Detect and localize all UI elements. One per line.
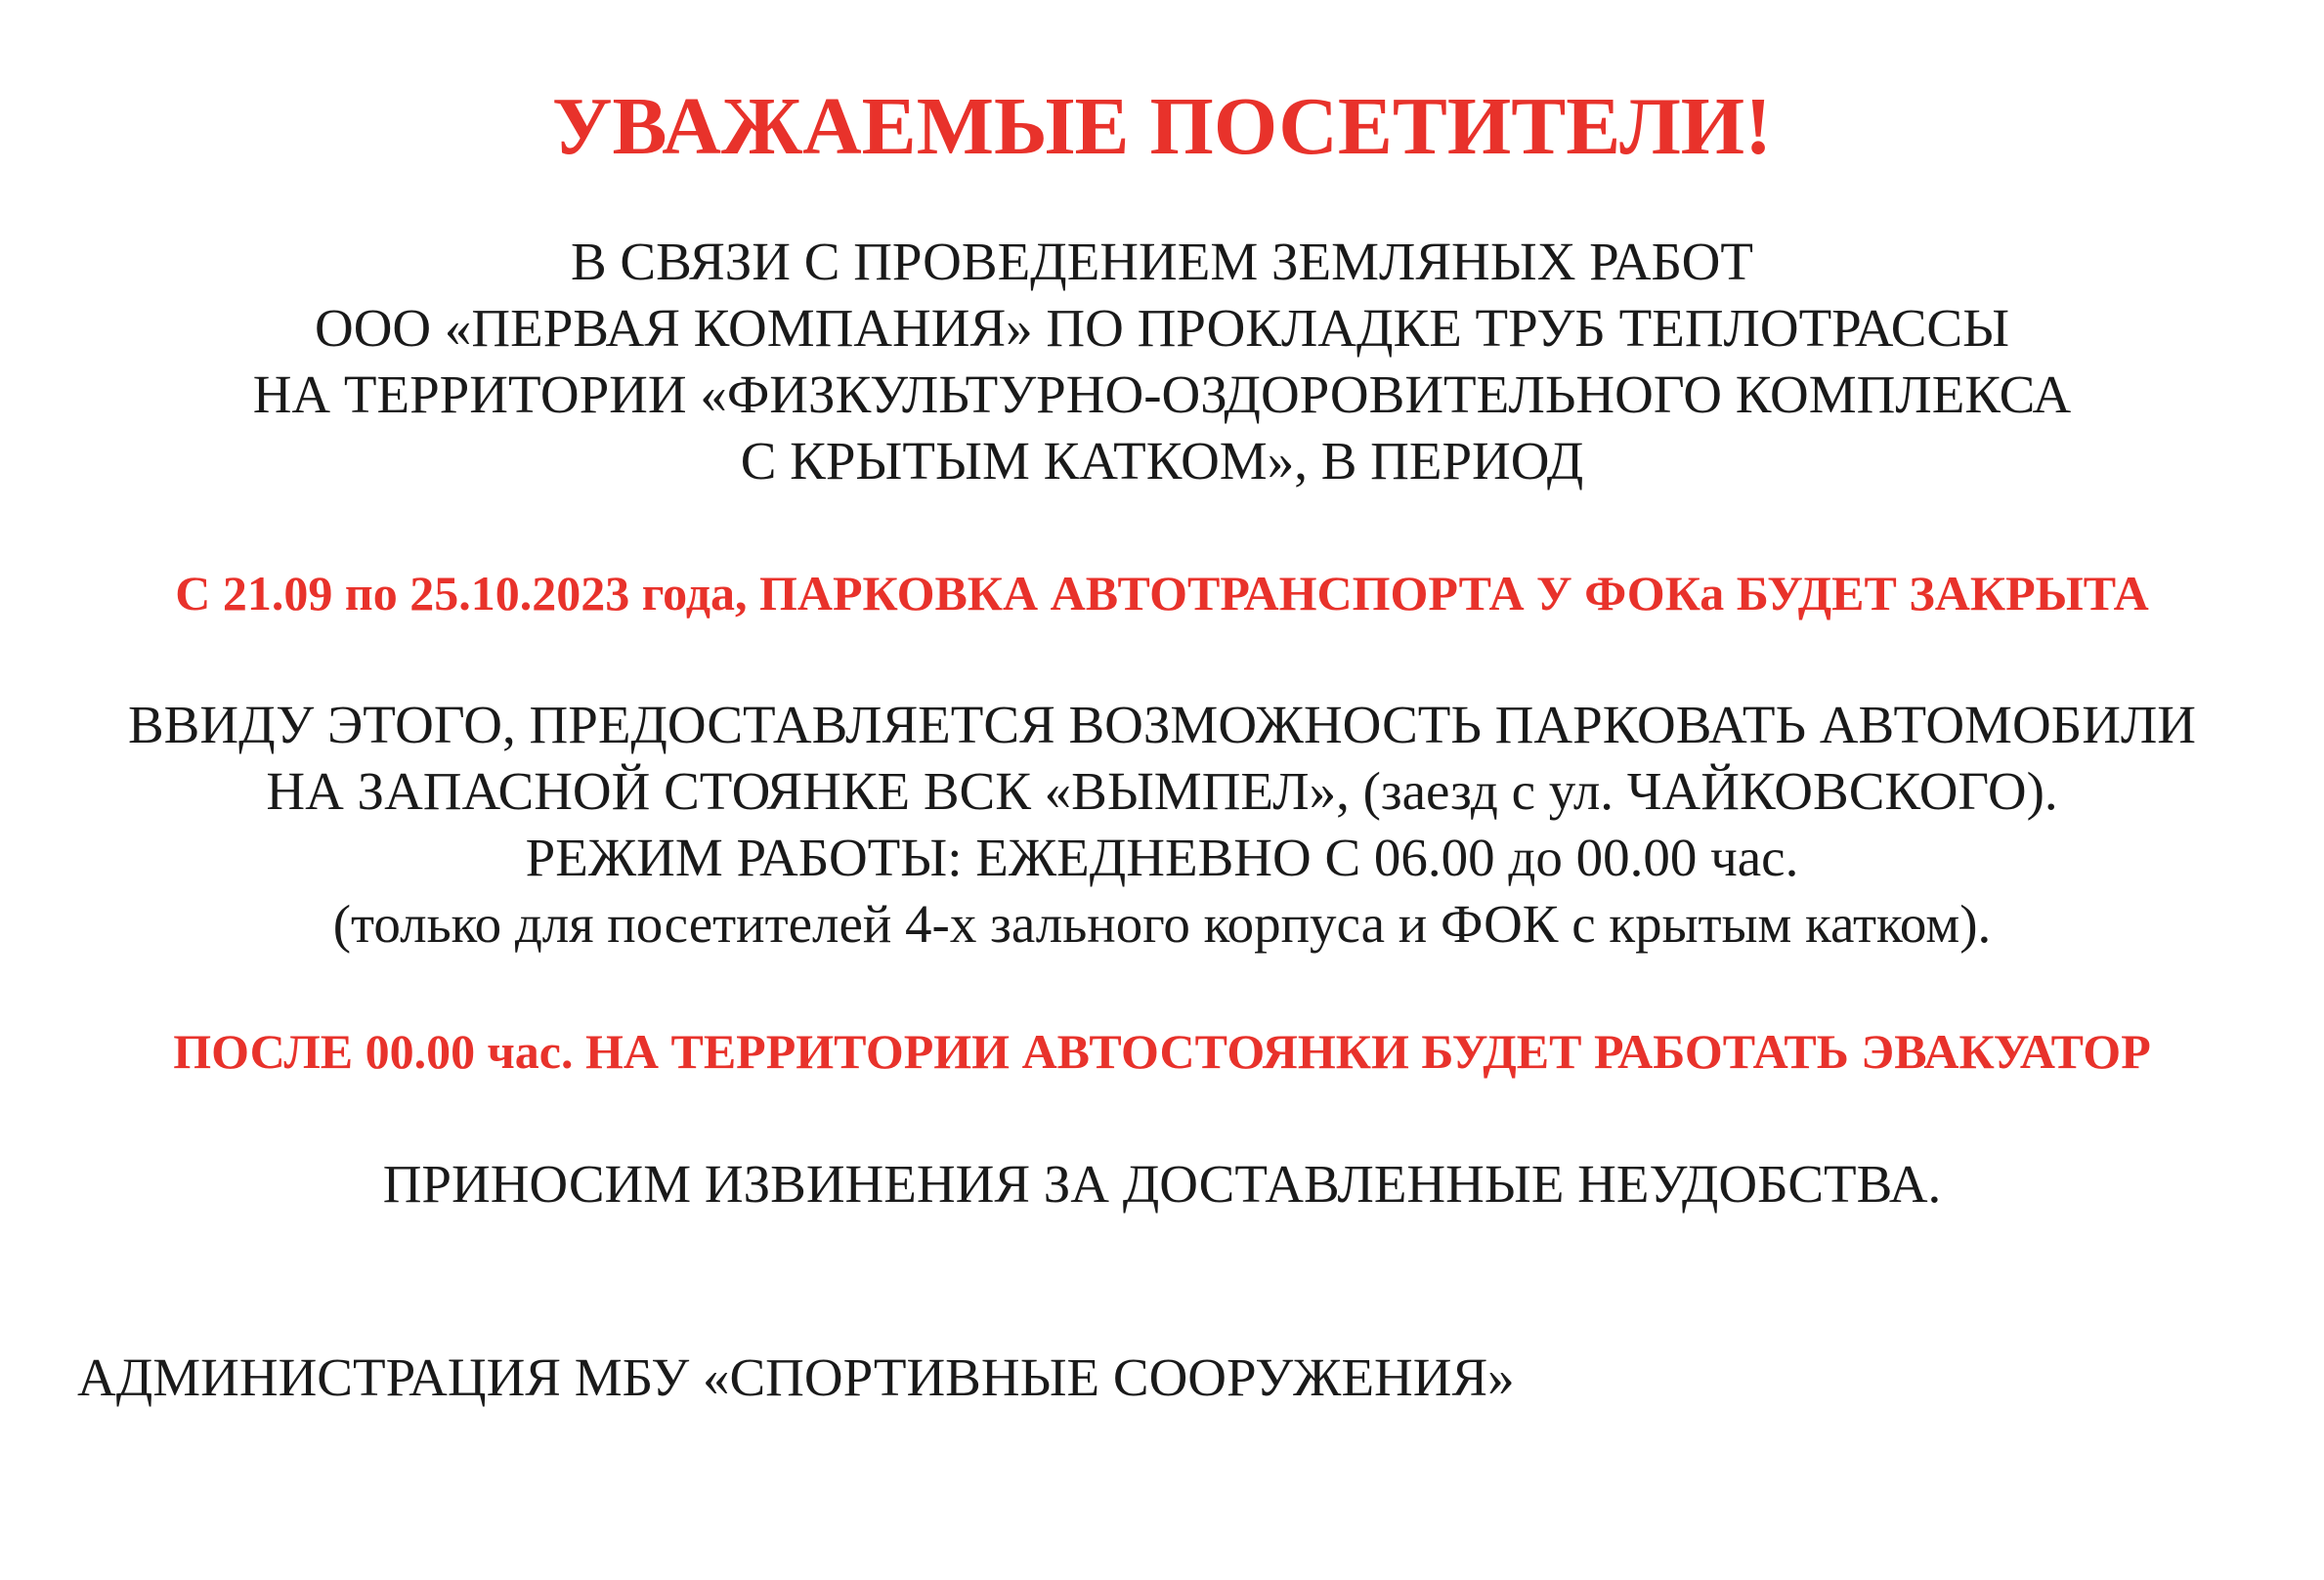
intro-line-2: ООО «ПЕРВАЯ КОМПАНИЯ» ПО ПРОКЛАДКЕ ТРУБ ТЕПЛОТРАССЫ (314, 298, 2010, 358)
parking-line-4: (только для посетителей 4-х зального корпуса и ФОК с крытым катком). (332, 894, 1992, 954)
intro-line-1: В СВЯЗИ С ПРОВЕДЕНИЕМ ЗЕМЛЯНЫХ РАБОТ (571, 232, 1753, 291)
intro-line-4: С КРЫТЫМ КАТКОМ», В ПЕРИОД (740, 431, 1584, 491)
tow-truck-alert: ПОСЛЕ 00.00 час. НА ТЕРРИТОРИИ АВТОСТОЯНКИ БУДЕТ РАБОТАТЬ ЭВАКУАТОР (173, 1024, 2151, 1079)
parking-line-2: НА ЗАПАСНОЙ СТОЯНКЕ ВСК «ВЫМПЕЛ», (заезд с ул. ЧАЙКОВСКОГО). (266, 761, 2058, 821)
intro-line-3: НА ТЕРРИТОРИИ «ФИЗКУЛЬТУРНО-ОЗДОРОВИТЕЛЬНОГО КОМПЛЕКСА (252, 364, 2072, 424)
signature-line: АДМИНИСТРАЦИЯ МБУ «СПОРТИВНЫЕ СООРУЖЕНИЯ» (77, 1347, 1515, 1407)
notice-title: УВАЖАЕМЫЕ ПОСЕТИТЕЛИ! (551, 81, 1773, 172)
parking-line-1: ВВИДУ ЭТОГО, ПРЕДОСТАВЛЯЕТСЯ ВОЗМОЖНОСТЬ ПАРКОВАТЬ АВТОМОБИЛИ (128, 695, 2196, 754)
apology-line: ПРИНОСИМ ИЗВИНЕНИЯ ЗА ДОСТАВЛЕННЫЕ НЕУДОБСТВА. (382, 1154, 1942, 1214)
parking-line-3: РЕЖИМ РАБОТЫ: ЕЖЕДНЕВНО С 06.00 до 00.00 час. (525, 828, 1799, 887)
closure-alert: С 21.09 по 25.10.2023 года, ПАРКОВКА АВТОТРАНСПОРТА У ФОКа БУДЕТ ЗАКРЫТА (175, 566, 2149, 620)
